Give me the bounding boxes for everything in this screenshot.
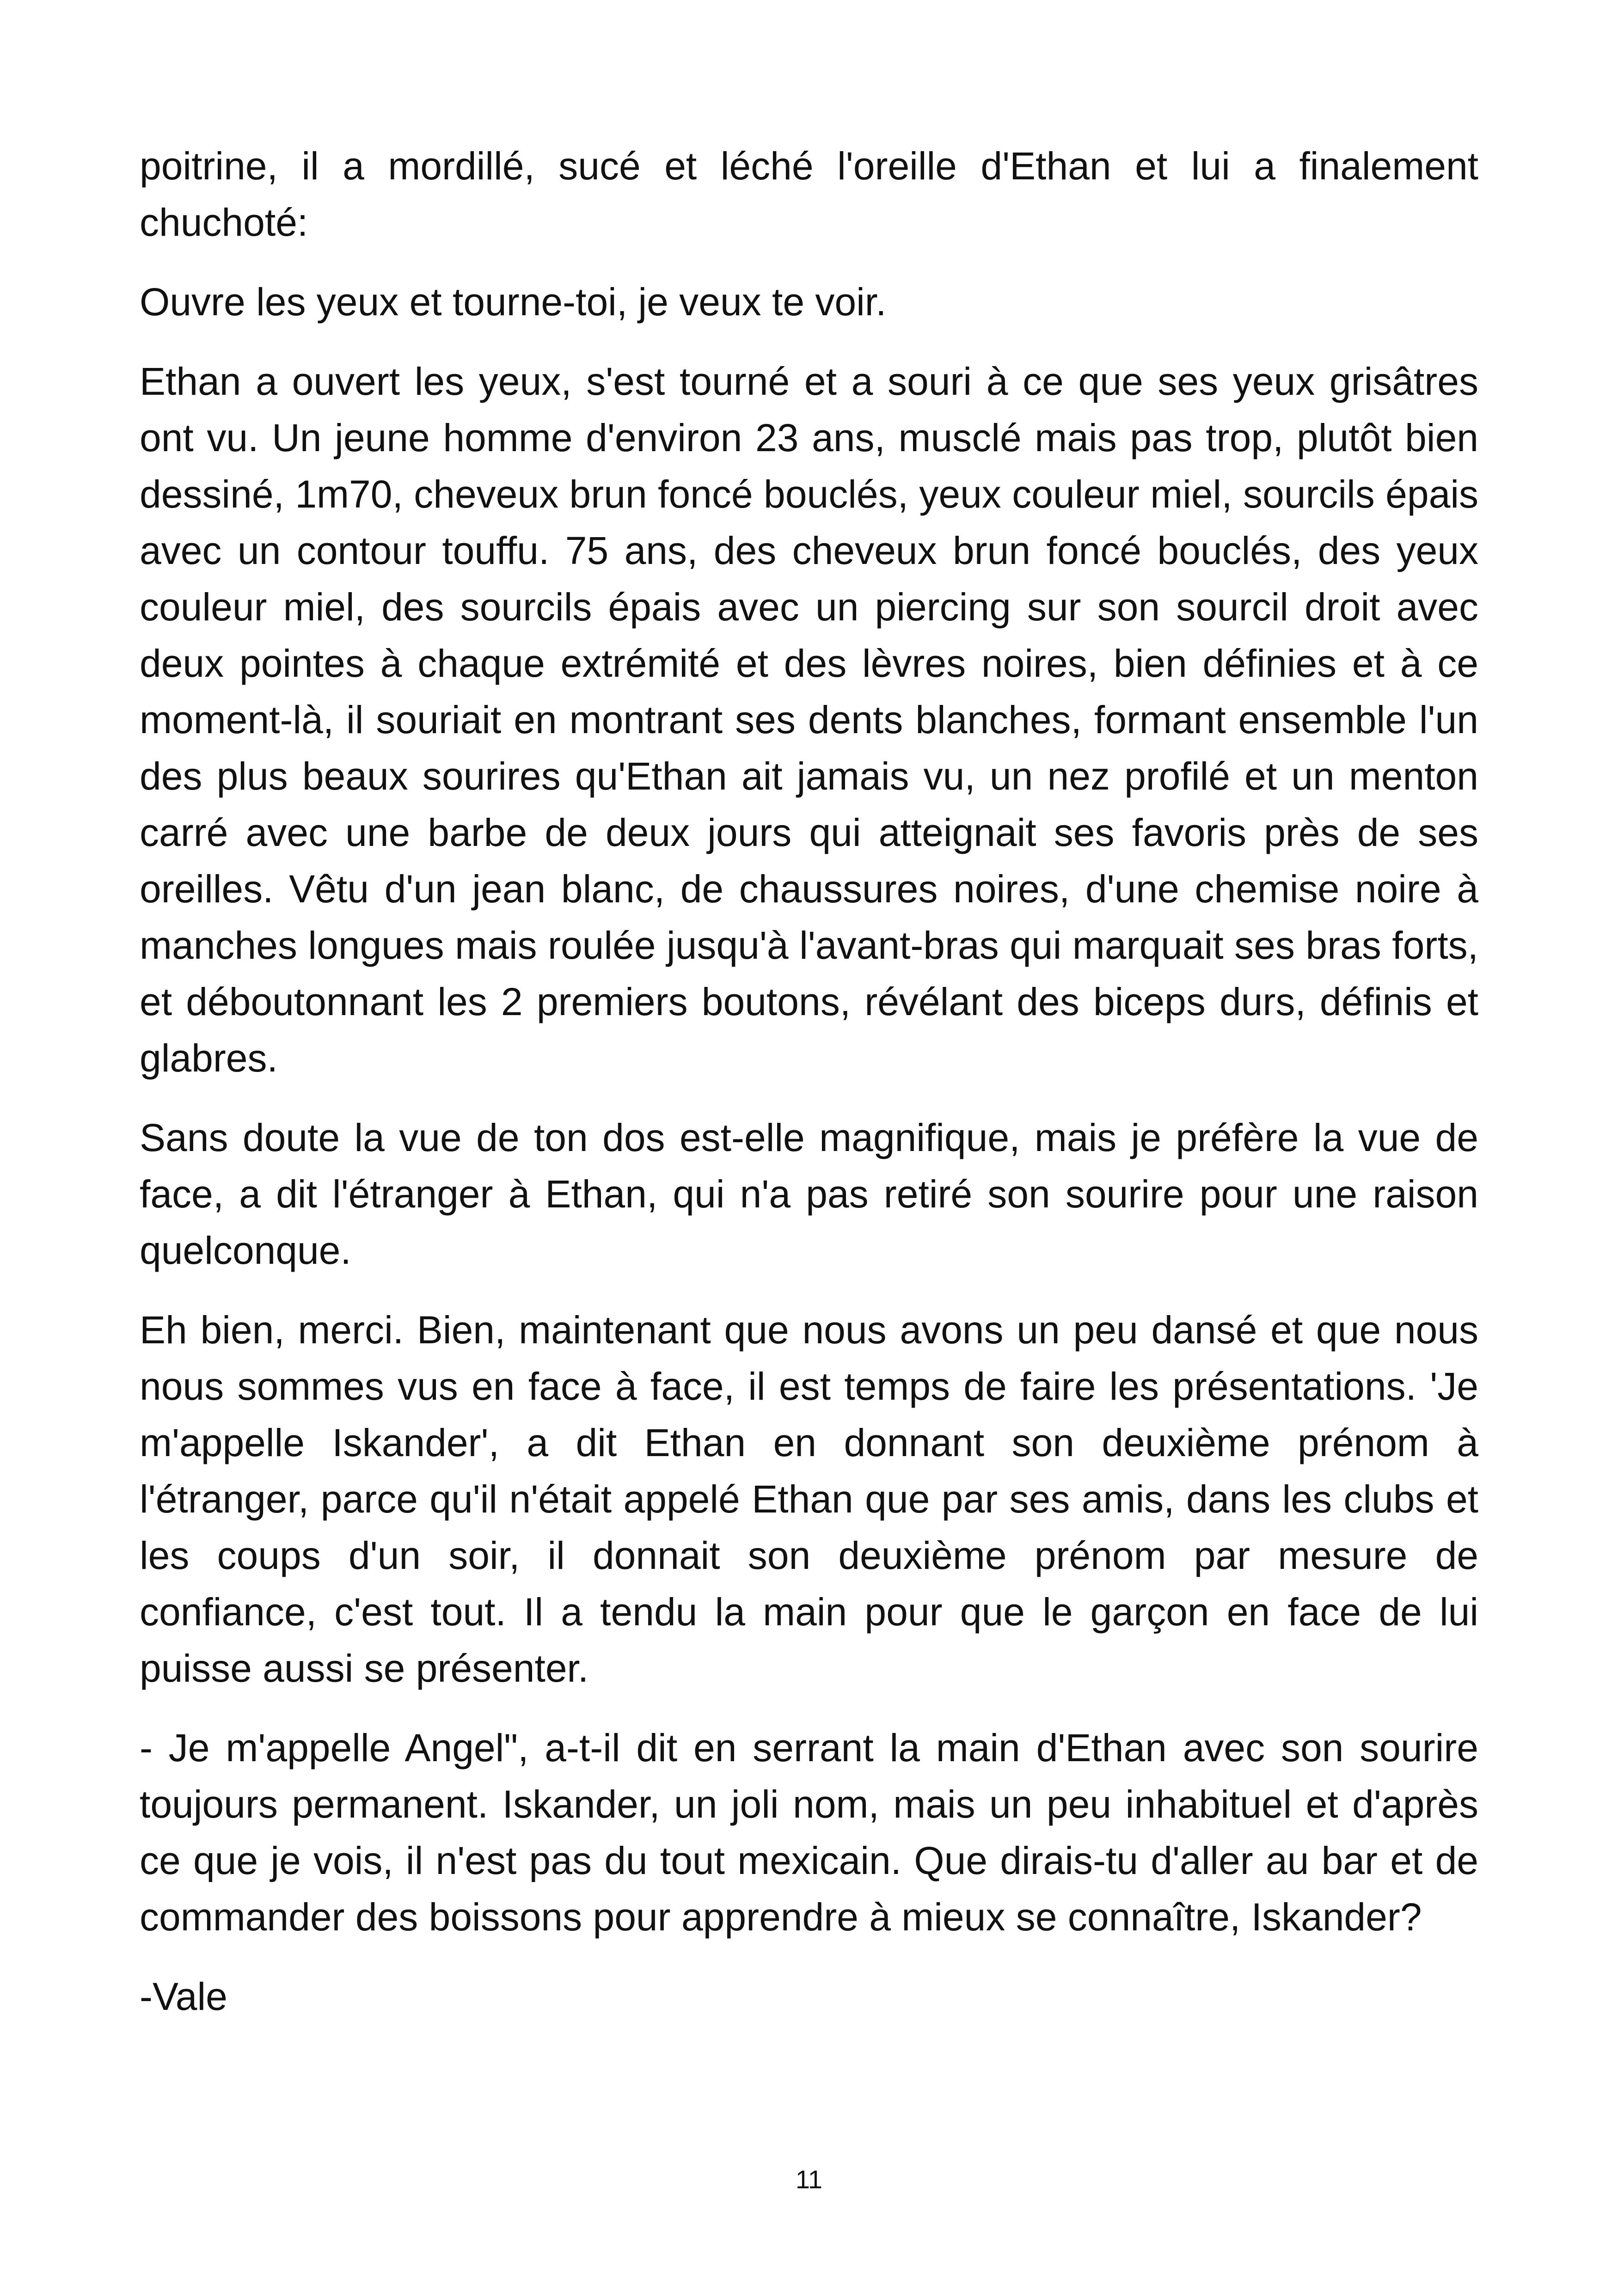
paragraph: Eh bien, merci. Bien, maintenant que nous avons un peu dansé et que nous nous sommes vus en face à face, il est temps de faire les présentations. 'Je m'appelle Iskander', a dit Ethan en donnant son deuxième prénom à l'étranger, parce qu'il n'était appelé Ethan que par ses amis, dans les clubs et les coups d'un soir, il donnait son deuxième prénom par mesure de confiance, c'est tout. Il a tendu la main pour que le garçon en face de lui puisse aussi se présenter. [140, 1308, 1478, 1690]
paragraph: Ethan a ouvert les yeux, s'est tourné et a souri à ce que ses yeux grisâtres ont vu. Un jeune homme d'environ 23 ans, musclé mais pas trop, plutôt bien dessiné, 1m70, cheveux brun foncé bouclés, yeux couleur miel, sourcils épais avec un contour touffu. 75 ans, des cheveux brun foncé bouclés, des yeux couleur miel, des sourcils épais avec un piercing sur son sourcil droit avec deux pointes à chaque extrémité et des lèvres noires, bien définies et à ce moment-là, il souriait en montrant ses dents blanches, formant ensemble l'un des plus beaux sourires qu'Ethan ait jamais vu, un nez profilé et un menton carré avec une barbe de deux jours qui atteignait ses favoris près de ses oreilles. Vêtu d'un jean blanc, de chaussures noires, d'une chemise noire à manches longues mais roulée jusqu'à l'avant-bras qui marquait ses bras forts, et déboutonnant les 2 premiers boutons, révélant des biceps durs, définis et glabres. [140, 360, 1478, 1080]
body-text [140, 138, 1478, 2048]
page-number: 11 [795, 2165, 823, 2194]
paragraph: -Vale [140, 1975, 227, 2018]
paragraph: - Je m'appelle Angel", a-t-il dit en serrant la main d'Ethan avec son sourire toujours permanent. Iskander, un joli nom, mais un peu inhabituel et d'après ce que je vois, il n'est pas du tout mexicain. Que dirais-tu d'aller au bar et de commander des boissons pour apprendre à mieux se connaître, Iskander? [140, 1726, 1478, 1939]
paragraph: Ouvre les yeux et tourne-toi, je veux te voir. [140, 280, 887, 324]
paragraph: Sans doute la vue de ton dos est-elle magnifique, mais je préfère la vue de face, a dit l'étranger à Ethan, qui n'a pas retiré son sourire pour une raison quelconque. [140, 1116, 1478, 1272]
paragraph: poitrine, il a mordillé, sucé et léché l'oreille d'Ethan et lui a finalement chuchoté: [140, 144, 1478, 244]
